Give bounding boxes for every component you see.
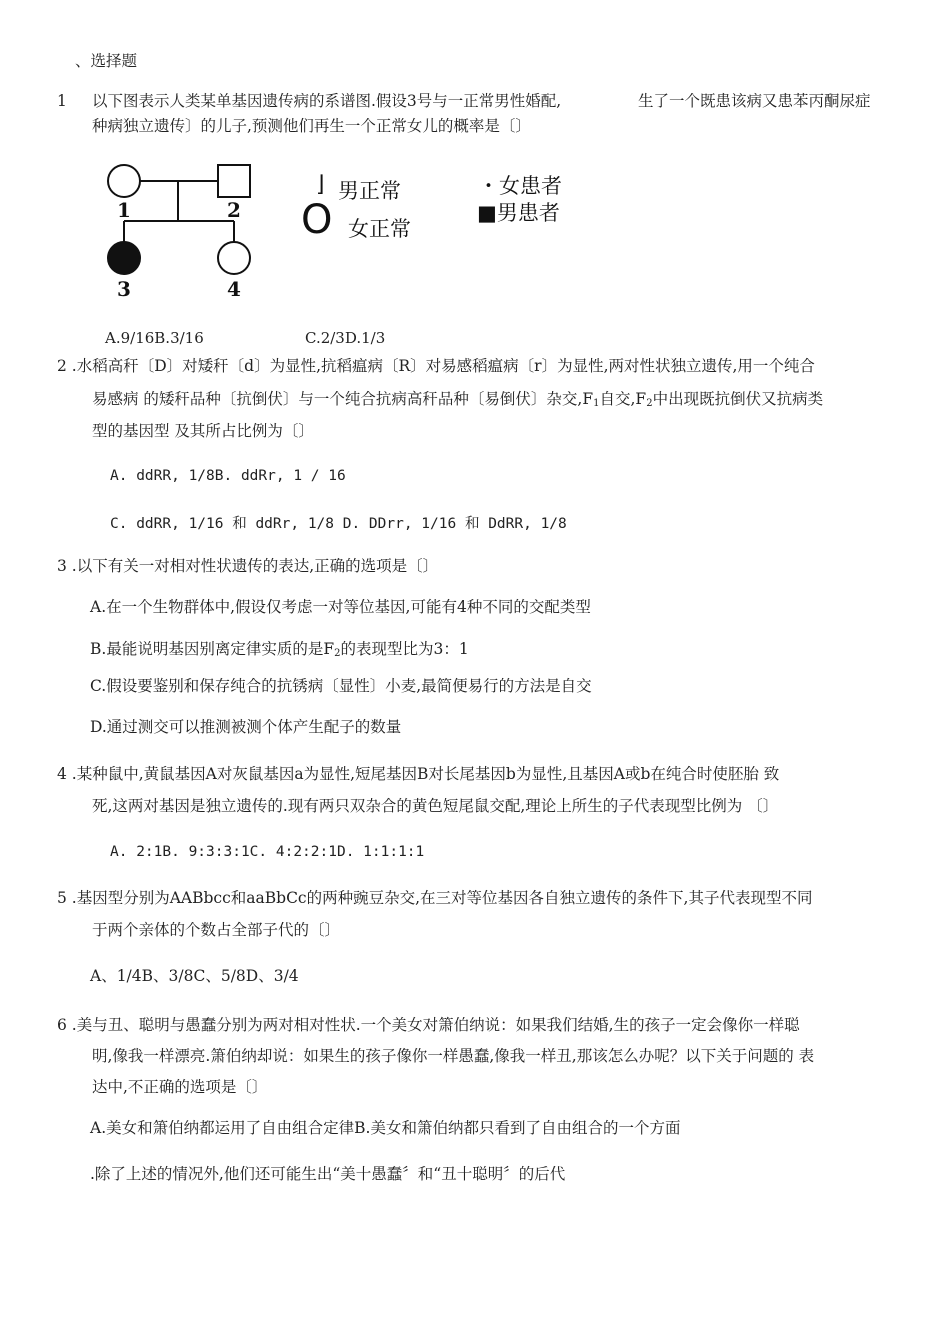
q4-stem-line2: 死,这两对基因是独立遗传的.现有两只双杂合的黄色短尾鼠交配,理论上所生的子代表现型比例为 〔〕 — [92, 797, 779, 815]
q2-stem-line2: 易感病 的矮秆品种〔抗倒伏〕与一个纯合抗病高秆品种〔易倒伏〕杂交$,F_1$自交$,F_2$中出现既抗倒伏又抗病类 — [92, 390, 824, 409]
q1-options-ab: A.9/16B.3/16 — [105, 329, 204, 347]
q1-stem-line1b: 生了一个既患该病又患苯丙酮尿症 — [638, 92, 871, 110]
q6-option-ab: A.美女和箫伯纳都运用了自由组合定律B.美女和箫伯纳都只看到了自由组合的一个方面 — [90, 1119, 681, 1137]
q1-number: 1 — [57, 92, 67, 110]
q3-option-c: C.假设要鉴别和保存纯合的抗锈病〔显性〕小麦,最简便易行的方法是自交 — [90, 677, 592, 695]
q6-stem-line1: 6 .美与丑、聪明与愚蠢分别为两对相对性状.一个美女对箫伯纳说：如果我们结婚,生的孩子一定会像你一样聪 — [57, 1016, 800, 1034]
q5-options: A、1/4B、3/8C、5/8D、3/4 — [90, 967, 299, 985]
q5-stem-line1: 5 .基因型分别为AABbcc和aaBbCc的两种豌豆杂交,在三对等位基因各自独立遗传的条件下,其子代表现型不同 — [57, 889, 813, 907]
q3-option-d: D.通过测交可以推测被测个体产生配子的数量 — [90, 718, 402, 736]
legend-male-normal: 男正常 — [338, 179, 401, 203]
section-title: 、选择题 — [75, 52, 138, 70]
pedigree-chart — [100, 160, 270, 305]
q2-stem-line1: 2 .水稻高秆〔D〕对矮秆〔d〕为显性,抗稻瘟病〔R〕对易感稻瘟病〔r〕为显性,两对性状独立遗传,用一个纯合 — [57, 357, 815, 375]
pedigree-individual-3-female-affected — [108, 242, 140, 274]
q2-options-ab: A. ddRR, 1/8B. ddRr, 1 / 16 — [110, 468, 346, 484]
pedigree-label-3: 3 — [117, 277, 131, 301]
pedigree-individual-2-male-normal — [218, 165, 250, 197]
legend-female-normal-mark: O — [301, 197, 333, 243]
legend-male-normal-mark: ⌋ — [316, 172, 325, 197]
q1-options-cd: C.2/3D.1/3 — [305, 329, 386, 347]
q6-stem-line2: 明,像我一样漂亮.箫伯纳却说：如果生的孩子像你一样愚蠢,像我一样丑,那该怎么办呢？以下关于问题的 表 — [92, 1047, 815, 1065]
q4-stem-line1: 4 .某种鼠中,黄鼠基因A对灰鼠基因a为显性,短尾基因B对长尾基因b为显性,且基因A或b在纯合时使胚胎 致 — [57, 765, 780, 783]
q1-stem-line1: 以下图表示人类某单基因遗传病的系谱图.假设3号与一正常男性婚配, — [92, 92, 562, 110]
q3-option-b: B.最能说明基因别离定律实质的是$F_2$的表现型比为3：1 — [90, 640, 469, 659]
q6-option-c: .除了上述的情况外,他们还可能生出“美十愚蠢〞和“丑十聪明〞的后代 — [90, 1165, 566, 1183]
q6-stem-line3: 达中,不正确的选项是〔〕 — [92, 1078, 268, 1096]
legend-male-affected: ■男患者 — [477, 201, 560, 225]
pedigree-label-1: 1 — [117, 198, 131, 222]
q3-stem: 3 .以下有关一对相对性状遗传的表达,正确的选项是〔〕 — [57, 557, 439, 575]
q2-stem-line3: 型的基因型 及其所占比例为〔〕 — [92, 422, 314, 440]
pedigree-label-4: 4 — [227, 277, 241, 301]
q2-options-cd: C. ddRR, 1/16 和 ddRr, 1/8 D. DDrr, 1/16 和 DdRR, 1/8 — [110, 516, 567, 532]
q4-options: A. 2:1B. 9:3:3:1C. 4:2:2:1D. 1:1:1:1 — [110, 844, 425, 860]
legend-female-normal: 女正常 — [348, 217, 411, 241]
pedigree-label-2: 2 — [227, 198, 241, 222]
q3-option-a: A.在一个生物群体中,假设仅考虑一对等位基因,可能有4种不同的交配类型 — [90, 598, 591, 616]
pedigree-individual-1-female-normal — [108, 165, 140, 197]
legend-female-affected: ・女患者 — [478, 174, 562, 198]
pedigree-individual-4-female-normal — [218, 242, 250, 274]
q5-stem-line2: 于两个亲体的个数占全部子代的〔〕 — [92, 921, 341, 939]
q1-stem-line2: 种病独立遗传〕的儿子,预测他们再生一个正常女儿的概率是〔〕 — [92, 117, 531, 135]
